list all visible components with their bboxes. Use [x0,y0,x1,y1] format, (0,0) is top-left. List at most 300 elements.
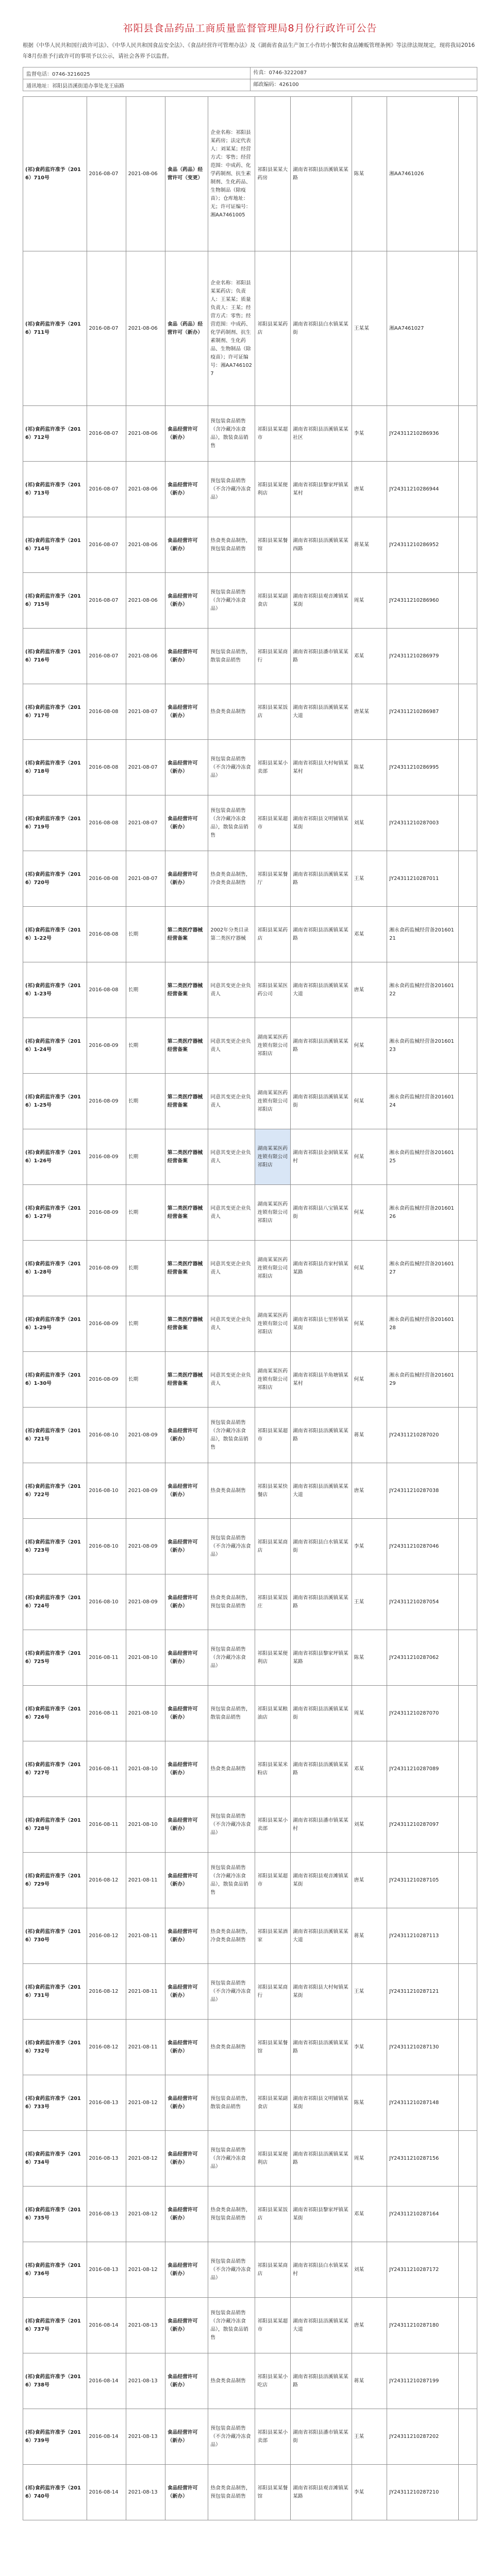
permit-number: (祁)食药监许准予（2016）1-26号 [23,1129,87,1185]
table-row [23,2409,477,2465]
valid-to-date: 长期 [126,907,165,962]
table-row [23,1074,477,1129]
permit-scope: 热食类食品制售，预包装食品销售 [208,2465,255,2520]
license-code: JY24311210286952 [387,517,459,573]
permit-scope: 同意其变更企业负责人 [208,1185,255,1241]
blank-cell [458,2465,477,2520]
responsible-person: 李某 [352,2465,387,2520]
table-row [23,97,477,251]
blank-cell [458,1519,477,1574]
permit-number: (祁)食药监许准予（2016）716号 [23,629,87,684]
license-code: 湘永食药监械经营备20160126 [387,1185,459,1241]
permit-type: 食品经营许可（新办） [165,406,208,462]
permit-scope: 2002年分类目录第二类医疗器械 [208,907,255,962]
license-code: JY24311210287148 [387,2075,459,2131]
permit-number: (祁)食药监许准予（2016）734号 [23,2131,87,2187]
permit-number: (祁)食药监许准予（2016）725号 [23,1630,87,1686]
permit-scope: 同意其变更企业负责人 [208,1074,255,1129]
valid-to-date: 2021-08-06 [126,97,165,251]
contact-cell: 传真：0746-3222087 [250,67,477,79]
entity-name: 湖南某某医药连锁有限公司祁阳店 [255,1296,291,1352]
license-code: JY24311210286979 [387,629,459,684]
entity-name: 祁阳县某某商行 [255,1964,291,2020]
license-code: JY24311210287105 [387,1853,459,1908]
blank-cell [458,2409,477,2465]
entity-name: 祁阳县某某超市 [255,2298,291,2353]
entity-name: 祁阳县某某快餐店 [255,1463,291,1519]
license-code: JY24311210287054 [387,1574,459,1630]
license-code: JY24311210287003 [387,795,459,851]
valid-to-date: 2021-08-06 [126,517,165,573]
valid-to-date: 2021-08-11 [126,1908,165,1964]
blank-cell [458,1853,477,1908]
entity-name: 祁阳县某某便利店 [255,1630,291,1686]
responsible-person: 刘某 [352,1797,387,1853]
intro-paragraph: 根据《中华人民共和国行政许可法》、《中华人民共和国食品安全法》、《食品经营许可管理办法》及《湖南省食品生产加工小作坊小餐饮和食品摊贩管理条例》等法律法规规定，现将我局2016年8月份准予行政许可的事项予以公示，请社会各界予以监督。 [23,42,475,59]
entity-name: 湖南某某医药连锁有限公司祁阳店 [255,1241,291,1296]
responsible-person: 蒋某 [352,1908,387,1964]
entity-address: 湖南省祁阳县浯溪镇某某大道 [291,1908,352,1964]
entity-address: 湖南省祁阳县白水镇某某街 [291,251,352,406]
blank-cell [458,1185,477,1241]
entity-address: 湖南省祁阳县大村甸镇某某街 [291,1964,352,2020]
valid-to-date: 2021-08-13 [126,2409,165,2465]
permit-type: 食品经营许可（新办） [165,1630,208,1686]
permit-scope: 热食类食品制售，冷食类食品制售 [208,851,255,907]
permit-type: 食品经营许可（新办） [165,2131,208,2187]
responsible-person: 李某 [352,1519,387,1574]
table-row [23,2242,477,2298]
entity-address: 湖南省祁阳县黎家坪镇某某村 [291,462,352,517]
permit-type: 第二类医疗器械经营备案 [165,1296,208,1352]
permit-number: (祁)食药监许准予（2016）739号 [23,2409,87,2465]
valid-from-date: 2016-08-12 [87,1964,126,2020]
responsible-person: 李某 [352,2020,387,2075]
permit-type: 食品经营许可（新办） [165,2075,208,2131]
valid-to-date: 2021-08-10 [126,1741,165,1797]
entity-address: 湖南省祁阳县浯溪镇某某路 [291,1574,352,1630]
blank-cell [458,1630,477,1686]
license-code: JY24311210287113 [387,1908,459,1964]
permit-number: (祁)食药监许准予（2016）1-22号 [23,907,87,962]
license-code: 湘永食药监械经营备20160125 [387,1129,459,1185]
permit-number: (祁)食药监许准予（2016）1-24号 [23,1018,87,1074]
license-code: JY24311210287180 [387,2298,459,2353]
entity-address: 湖南省祁阳县潘市镇某某街 [291,2409,352,2465]
permit-scope: 预包装食品销售，散装食品销售 [208,629,255,684]
blank-cell [458,517,477,573]
blank-cell [458,1352,477,1408]
entity-name: 祁阳县某某酒家 [255,1908,291,1964]
responsible-person: 邓某 [352,907,387,962]
valid-to-date: 2021-08-07 [126,740,165,795]
valid-to-date: 长期 [126,962,165,1018]
table-row [23,1241,477,1296]
permit-number: (祁)食药监许准予（2016）728号 [23,1797,87,1853]
permit-scope: 热食类食品制售，预包装食品销售 [208,517,255,573]
valid-to-date: 2021-08-11 [126,1964,165,2020]
valid-to-date: 长期 [126,1129,165,1185]
responsible-person: 唐某 [352,1463,387,1519]
entity-name: 祁阳县某某便利店 [255,462,291,517]
table-row [23,684,477,740]
table-row [23,1630,477,1686]
responsible-person: 王某 [352,2409,387,2465]
permit-type: 食品经营许可（新办） [165,573,208,629]
license-code: JY24311210286944 [387,462,459,517]
responsible-person: 周某 [352,573,387,629]
valid-from-date: 2016-08-07 [87,97,126,251]
entity-address: 湖南省祁阳县浯溪镇某某街 [291,1074,352,1129]
valid-to-date: 2021-08-13 [126,2353,165,2409]
valid-from-date: 2016-08-10 [87,1463,126,1519]
entity-address: 湖南省祁阳县浯溪镇某某大道 [291,684,352,740]
license-code: 湘永食药监械经营备20160124 [387,1074,459,1129]
responsible-person: 李某 [352,406,387,462]
entity-name: 湖南某某医药连锁有限公司祁阳店 [255,1185,291,1241]
permit-type: 第二类医疗器械经营备案 [165,1129,208,1185]
entity-name: 祁阳县某某副食店 [255,2075,291,2131]
table-row [23,1463,477,1519]
license-code: 湘永食药监械经营备20160122 [387,962,459,1018]
entity-address: 湖南省祁阳县浯溪镇某某大道 [291,962,352,1018]
responsible-person: 邓某 [352,629,387,684]
contact-info-table [23,67,477,91]
entity-address: 湖南省祁阳县金洞镇某某村 [291,1129,352,1185]
table-row [23,573,477,629]
valid-to-date: 2021-08-09 [126,1408,165,1463]
permit-type: 食品经营许可（新办） [165,1908,208,1964]
permit-type: 食品经营许可（新办） [165,1964,208,2020]
table-row [23,1129,477,1185]
blank-cell [458,1408,477,1463]
license-code: JY24311210287172 [387,2242,459,2298]
entity-name: 祁阳县某某饭店 [255,684,291,740]
valid-to-date: 2021-08-10 [126,1686,165,1741]
entity-address: 湖南省祁阳县观音滩镇某某路 [291,2465,352,2520]
permit-type: 食品经营许可（新办） [165,629,208,684]
entity-address: 湖南省祁阳县潘市镇某某村 [291,1797,352,1853]
entity-name: 祁阳县某某商店 [255,2242,291,2298]
permit-scope: 热食类食品制售，预包装食品销售 [208,2187,255,2242]
permit-number: (祁)食药监许准予（2016）717号 [23,684,87,740]
license-code: JY24311210287046 [387,1519,459,1574]
table-row [23,1185,477,1241]
permit-number: (祁)食药监许准予（2016）714号 [23,517,87,573]
valid-from-date: 2016-08-10 [87,1574,126,1630]
blank-cell [458,1686,477,1741]
table-row [23,962,477,1018]
permit-scope: 预包装食品销售（含冷藏冷冻食品），散装食品销售 [208,406,255,462]
license-code: 湘永食药监械经营备20160127 [387,1241,459,1296]
blank-cell [458,2131,477,2187]
license-code: JY24311210286960 [387,573,459,629]
blank-cell [458,1018,477,1074]
table-row [23,1408,477,1463]
permit-scope: 热食类食品制售，预包装食品销售 [208,1574,255,1630]
license-code: JY24311210287089 [387,1741,459,1797]
entity-name: 祁阳县某某大药房 [255,97,291,251]
valid-to-date: 2021-08-12 [126,2131,165,2187]
entity-address: 湖南省祁阳县浯溪镇某某路 [291,2353,352,2409]
entity-name: 祁阳县某某商店 [255,1519,291,1574]
entity-address: 湖南省祁阳县黎家坪镇某某路 [291,1630,352,1686]
permit-type: 食品经营许可（新办） [165,1686,208,1741]
entity-name: 祁阳县某某小吃店 [255,2353,291,2409]
valid-to-date: 2021-08-11 [126,1853,165,1908]
license-code: JY24311210287070 [387,1686,459,1741]
entity-name: 祁阳县某某超市 [255,406,291,462]
valid-to-date: 2021-08-11 [126,2020,165,2075]
entity-name: 祁阳县某某药店 [255,251,291,406]
entity-name: 祁阳县某某餐馆 [255,2020,291,2075]
permit-type: 食品经营许可（新办） [165,1853,208,1908]
permit-scope: 同意其变更企业负责人 [208,962,255,1018]
responsible-person: 何某 [352,1352,387,1408]
valid-to-date: 2021-08-07 [126,795,165,851]
blank-cell [458,684,477,740]
responsible-person: 王某某 [352,251,387,406]
license-code: JY24311210287156 [387,2131,459,2187]
valid-from-date: 2016-08-09 [87,1241,126,1296]
permit-scope: 预包装食品销售（不含冷藏冷冻食品） [208,462,255,517]
blank-cell [458,406,477,462]
contact-row [23,79,477,91]
license-code: 湘永食药监械经营备20160129 [387,1352,459,1408]
permit-scope: 同意其变更企业负责人 [208,1296,255,1352]
permit-type: 食品经营许可（新办） [165,2187,208,2242]
valid-from-date: 2016-08-09 [87,1074,126,1129]
valid-from-date: 2016-08-09 [87,1129,126,1185]
permit-type: 食品经营许可（新办） [165,1574,208,1630]
permit-number: (祁)食药监许准予（2016）735号 [23,2187,87,2242]
entity-address: 湖南省祁阳县文明铺镇某某街 [291,2075,352,2131]
entity-address: 湖南省祁阳县白水镇某某村 [291,2242,352,2298]
blank-cell [458,962,477,1018]
permit-number: (祁)食药监许准予（2016）730号 [23,1908,87,1964]
permit-type: 第二类医疗器械经营备案 [165,962,208,1018]
permit-type: 食品经营许可（新办） [165,462,208,517]
valid-to-date: 2021-08-06 [126,573,165,629]
valid-from-date: 2016-08-07 [87,251,126,406]
table-row [23,1908,477,1964]
entity-address: 湖南省祁阳县羊角塘镇某某村 [291,1352,352,1408]
entity-address: 湖南省祁阳县浯溪镇某某街 [291,1686,352,1741]
permit-type: 第二类医疗器械经营备案 [165,1352,208,1408]
responsible-person: 邓某 [352,2187,387,2242]
entity-address: 湖南省祁阳县浯溪镇某某西路 [291,517,352,573]
license-code: JY24311210287210 [387,2465,459,2520]
entity-name: 祁阳县某某超市 [255,795,291,851]
entity-name: 祁阳县某某副食店 [255,573,291,629]
responsible-person: 刘某 [352,2242,387,2298]
permit-number: (祁)食药监许准予（2016）1-28号 [23,1241,87,1296]
license-code: 湘AA7461027 [387,251,459,406]
entity-address: 湖南省祁阳县观音滩镇某某街 [291,573,352,629]
entity-address: 湖南省祁阳县浯溪镇某某路 [291,2131,352,2187]
entity-address: 湖南省祁阳县浯溪镇某某路 [291,851,352,907]
valid-from-date: 2016-08-07 [87,462,126,517]
permit-scope: 预包装食品销售（不含冷藏冷冻食品） [208,740,255,795]
valid-to-date: 2021-08-12 [126,2187,165,2242]
entity-address: 湖南省祁阳县浯溪镇某某路 [291,97,352,251]
permit-scope: 预包装食品销售（不含冷藏冷冻食品） [208,1964,255,2020]
permit-scope: 同意其变更企业负责人 [208,1352,255,1408]
responsible-person: 蒋某某 [352,517,387,573]
valid-from-date: 2016-08-11 [87,1686,126,1741]
permit-scope: 预包装食品销售（含冷藏冷冻食品），散装食品销售 [208,795,255,851]
permit-scope: 预包装食品销售（不含冷藏冷冻食品） [208,2242,255,2298]
responsible-person: 何某 [352,1129,387,1185]
table-row [23,1853,477,1908]
permit-number: (祁)食药监许准予（2016）1-30号 [23,1352,87,1408]
entity-name: 祁阳县某某饭店 [255,2187,291,2242]
entity-name: 祁阳县某某餐馆 [255,517,291,573]
entity-name: 湖南某某医药连锁有限公司祁阳店 [255,1018,291,1074]
contact-cell: 通讯地址：祁阳县浯溪街道办事处龙王庙路 [26,83,124,89]
permit-type: 食品经营许可（新办） [165,1797,208,1853]
entity-address: 湖南省祁阳县白水镇某某街 [291,1519,352,1574]
valid-from-date: 2016-08-08 [87,962,126,1018]
entity-name: 湖南某某医药连锁有限公司祁阳店 [255,1074,291,1129]
entity-name: 祁阳县某某便利店 [255,2131,291,2187]
permit-scope: 企业名称：祁阳县某药房；法定代表人：刘某某；经营方式：零售；经营范围：中成药、化学药制剂、抗生素制剂、生化药品、生物制品（除疫苗）；仓库地址：无；许可证编号：湘AA7461005 [208,97,255,251]
valid-from-date: 2016-08-13 [87,2187,126,2242]
valid-to-date: 2021-08-13 [126,2298,165,2353]
entity-name: 祁阳县某某商行 [255,629,291,684]
valid-from-date: 2016-08-08 [87,851,126,907]
contact-cell: 监督电话：0746-3216025 [26,71,90,77]
permit-number: (祁)食药监许准予（2016）727号 [23,1741,87,1797]
entity-name: 祁阳县某某药店 [255,907,291,962]
permit-scope: 预包装食品销售（含冷藏冷冻食品） [208,1630,255,1686]
license-code: JY24311210287199 [387,2353,459,2409]
valid-from-date: 2016-08-07 [87,573,126,629]
permit-scope: 预包装食品销售（含冷藏冷冻食品） [208,2131,255,2187]
valid-from-date: 2016-08-09 [87,1296,126,1352]
valid-from-date: 2016-08-14 [87,2353,126,2409]
entity-name: 祁阳县某某小卖部 [255,740,291,795]
contact-row [23,67,477,79]
valid-to-date: 2021-08-07 [126,684,165,740]
responsible-person: 蒋某 [352,1408,387,1463]
valid-from-date: 2016-08-12 [87,1908,126,1964]
entity-name: 湖南某某医药连锁有限公司祁阳店 [255,1129,291,1185]
license-code: JY24311210287164 [387,2187,459,2242]
blank-cell [458,2020,477,2075]
license-code: JY24311210286936 [387,406,459,462]
blank-cell [458,1241,477,1296]
permit-scope: 热食类食品制售 [208,1463,255,1519]
permit-type: 食品经营许可（新办） [165,1463,208,1519]
table-row [23,740,477,795]
blank-cell [458,2075,477,2131]
valid-to-date: 2021-08-10 [126,1797,165,1853]
entity-address: 湖南省祁阳县浯溪镇某某社区 [291,406,352,462]
valid-from-date: 2016-08-07 [87,406,126,462]
valid-from-date: 2016-08-08 [87,684,126,740]
table-row [23,851,477,907]
valid-from-date: 2016-08-07 [87,629,126,684]
valid-to-date: 2021-08-12 [126,2242,165,2298]
table-row [23,629,477,684]
responsible-person: 何某 [352,1185,387,1241]
responsible-person: 何某 [352,1296,387,1352]
permit-number: (祁)食药监许准予（2016）1-25号 [23,1074,87,1129]
permit-scope: 热食类食品制售 [208,684,255,740]
permit-type: 食品经营许可（新办） [165,1741,208,1797]
license-code: 湘AA7461026 [387,97,459,251]
table-row [23,517,477,573]
permit-scope: 预包装食品销售（含冷藏冷冻食品） [208,573,255,629]
valid-to-date: 2021-08-06 [126,629,165,684]
table-row [23,1296,477,1352]
blank-cell [458,1741,477,1797]
valid-to-date: 2021-08-09 [126,1463,165,1519]
table-row [23,1018,477,1074]
responsible-person: 王某 [352,1964,387,2020]
license-code: 湘永食药监械经营备20160128 [387,1296,459,1352]
table-row [23,907,477,962]
valid-to-date: 2021-08-06 [126,251,165,406]
valid-to-date: 2021-08-06 [126,406,165,462]
permit-number: (祁)食药监许准予（2016）1-27号 [23,1185,87,1241]
blank-cell [458,1908,477,1964]
permit-number: (祁)食药监许准予（2016）711号 [23,251,87,406]
valid-from-date: 2016-08-10 [87,1519,126,1574]
blank-cell [458,851,477,907]
responsible-person: 陈某 [352,2075,387,2131]
permit-type: 食品经营许可（新办） [165,2298,208,2353]
blank-cell [458,2298,477,2353]
blank-cell [458,2242,477,2298]
table-row [23,2020,477,2075]
permit-type: 第二类医疗器械经营备案 [165,1074,208,1129]
responsible-person: 刘某 [352,795,387,851]
blank-cell [458,97,477,251]
valid-from-date: 2016-08-13 [87,2075,126,2131]
valid-from-date: 2016-08-14 [87,2298,126,2353]
valid-from-date: 2016-08-12 [87,2020,126,2075]
blank-cell [458,1074,477,1129]
valid-from-date: 2016-08-11 [87,1797,126,1853]
entity-address: 湖南省祁阳县浯溪镇某某路 [291,1408,352,1463]
entity-address: 湖南省祁阳县浯溪镇某某路 [291,907,352,962]
entity-name: 祁阳县某某餐馆 [255,2465,291,2520]
valid-to-date: 2021-08-13 [126,2465,165,2520]
permit-type: 食品经营许可（新办） [165,2409,208,2465]
entity-name: 祁阳县某某医药公司 [255,962,291,1018]
entity-name: 祁阳县某某小卖部 [255,1797,291,1853]
permit-type: 食品经营许可（新办） [165,795,208,851]
valid-to-date: 2021-08-07 [126,851,165,907]
entity-address: 湖南省祁阳县八宝镇某某街 [291,1185,352,1241]
responsible-person: 陈某 [352,1630,387,1686]
valid-to-date: 2021-08-12 [126,2075,165,2131]
valid-to-date: 2021-08-06 [126,462,165,517]
blank-cell [458,1296,477,1352]
permit-number: (祁)食药监许准予（2016）724号 [23,1574,87,1630]
permit-number: (祁)食药监许准予（2016）719号 [23,795,87,851]
license-code: JY24311210287130 [387,2020,459,2075]
responsible-person: 唐某某 [352,684,387,740]
table-row [23,2465,477,2520]
permit-type: 第二类医疗器械经营备案 [165,907,208,962]
entity-name: 祁阳县某某米粉店 [255,1741,291,1797]
valid-from-date: 2016-08-13 [87,2131,126,2187]
permit-number: (祁)食药监许准予（2016）732号 [23,2020,87,2075]
permit-type: 食品经营许可（新办） [165,2020,208,2075]
